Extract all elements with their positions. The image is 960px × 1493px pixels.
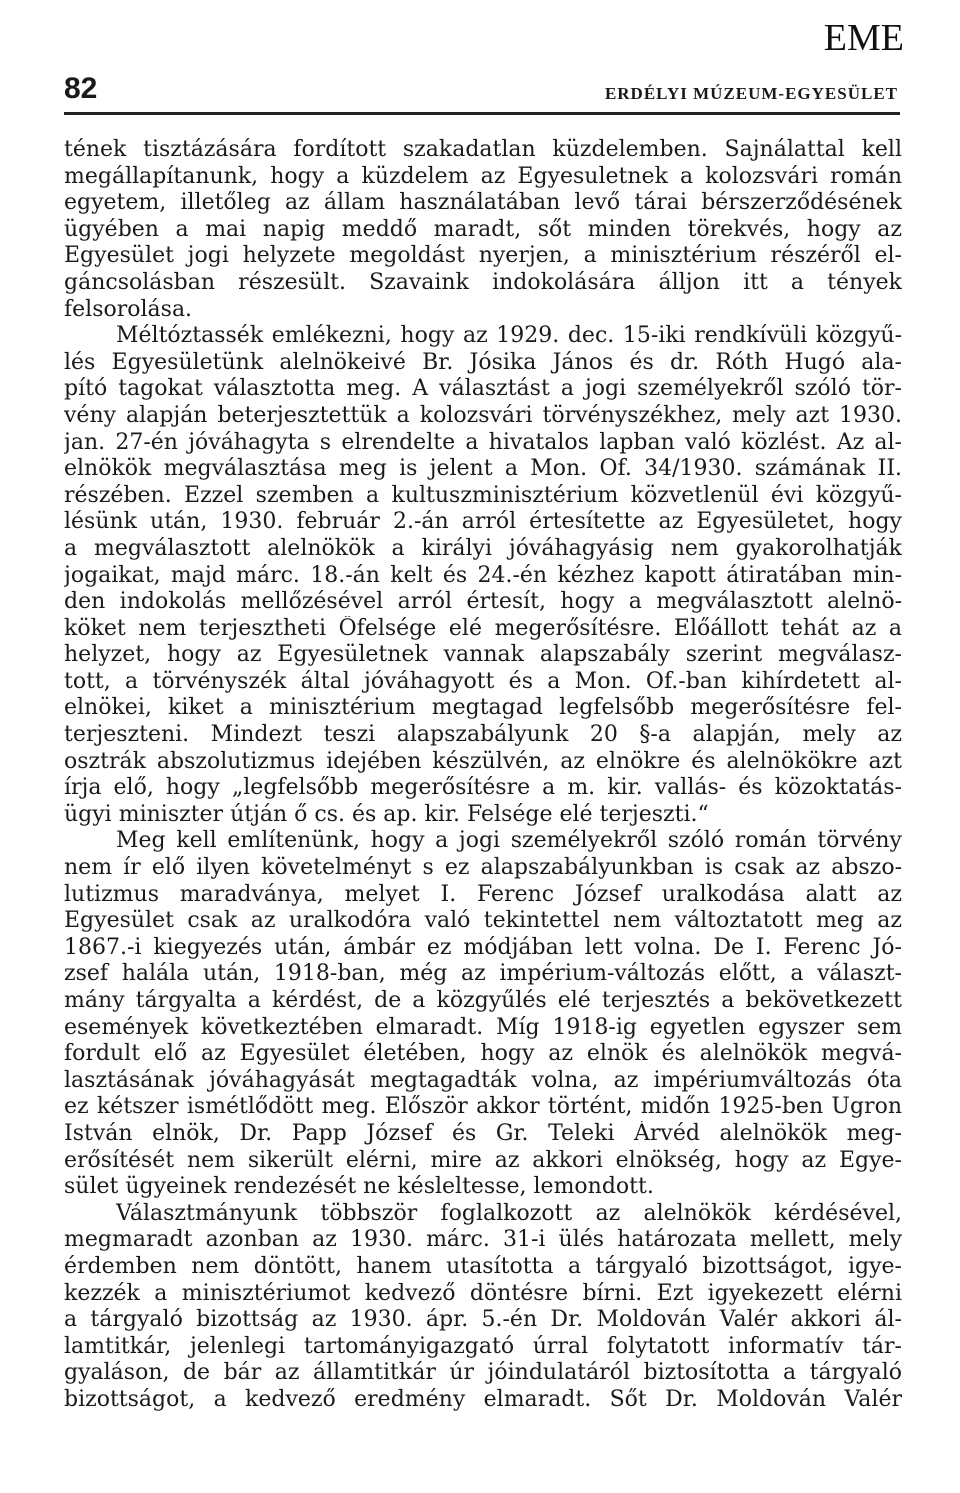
text-line: megállapítanunk, hogy a küzdelem az Egyesuletnek a kolozsvári román bbox=[64, 163, 902, 189]
text-line: sület ügyeinek rendezését ne késleltesse, lemondott. bbox=[64, 1174, 654, 1200]
text-line: írja elő, hogy „legfelsőbb megerősítésre a m. kir. vallás- és közoktatás- bbox=[64, 775, 902, 801]
text-line: ez kétszer ismétlődött meg. Először akkor történt, midőn 1925-ben Ugron bbox=[64, 1094, 902, 1120]
text-line: fordult elő az Egyesület életében, hogy az elnök és alelnökök megvá- bbox=[64, 1041, 902, 1067]
text-line: egyetem, illetőleg az állam használatában levő tárai bérszerződésének bbox=[64, 190, 902, 216]
text-line: helyzet, hogy az Egyesületnek vannak alapszabály szerint megválasz- bbox=[64, 642, 902, 668]
body-text bbox=[64, 137, 902, 1414]
text-line: erősítését nem sikerült elérni, mire az akkori elnökség, hogy az Egye- bbox=[64, 1147, 902, 1173]
text-line: terjeszteni. Mindezt teszi alapszabályunk 20 §-a alapján, mely az bbox=[64, 722, 902, 748]
text-line: bizottságot, a kedvező eredmény elmaradt. Sőt Dr. Moldován Valér bbox=[64, 1386, 902, 1412]
running-title: ERDÉLYI MÚZEUM-EGYESÜLET bbox=[604, 84, 898, 103]
text-line: István elnök, Dr. Papp József és Gr. Teleki Árvéd alelnökök meg- bbox=[64, 1120, 902, 1146]
text-line: lésünk után, 1930. február 2.-án arról értesítette az Egyesületet, hogy bbox=[64, 509, 902, 535]
text-line: részében. Ezzel szemben a kultuszminisztérium közvetlenül évi közgyű- bbox=[64, 482, 902, 508]
text-line: Egyesület jogi helyzete megoldást nyerjen, a minisztérium részéről el- bbox=[64, 243, 902, 269]
publisher-logo: EME bbox=[823, 17, 904, 59]
text-line: jogaikat, majd márc. 18.-án kelt és 24.-én kézhez kapott átiratában min- bbox=[64, 562, 902, 588]
text-line: Egyesület csak az uralkodóra való tekintettel nem változtatott meg az bbox=[64, 908, 902, 934]
text-line: események következtében elmaradt. Míg 1918-ig egyetlen egyszer sem bbox=[64, 1014, 902, 1040]
text-line: tének tisztázására fordított szakadatlan küzdelemben. Sajnálattal kell bbox=[64, 137, 902, 162]
text-line: 1867.-i kiegyezés után, ámbár ez módjában lett volna. De I. Ferenc Jó- bbox=[64, 934, 902, 960]
text-line: ügyi miniszter útján ő cs. és ap. kir. Felsége elé terjeszti.“ bbox=[64, 801, 709, 827]
text-line: Választmányunk többször foglalkozott az alelnökök kérdésével, bbox=[116, 1200, 902, 1226]
text-line: vény alapján beterjesztettük a kolozsvári törvényszékhez, mely azt 1930. bbox=[64, 402, 902, 428]
text-line: nem ír elő ilyen követelményt s ez alapszabályunkban is csak az abszo- bbox=[64, 855, 902, 881]
text-line: den indokolás mellőzésével arról értesít, hogy a megválasztott alelnö- bbox=[64, 589, 902, 615]
text-line: ügyében a mai napig meddő maradt, sőt minden törekvés, hogy az bbox=[64, 216, 902, 242]
text-line: elnökök megválasztása meg is jelent a Mon. Of. 34/1930. számának II. bbox=[64, 456, 902, 482]
text-line: lamtitkár, jelenlegi tartományigazgató úrral folytatott informatív tár- bbox=[64, 1333, 902, 1359]
text-line: mány tárgyalta a kérdést, de a közgyűlés elé terjesztés a bekövetkezett bbox=[64, 988, 902, 1013]
text-line: a tárgyaló bizottság az 1930. ápr. 5.-én Dr. Moldován Valér akkori ál- bbox=[64, 1307, 902, 1333]
text-line: lés Egyesületünk alelnökeivé Br. Jósika János és dr. Róth Hugó ala- bbox=[64, 349, 902, 375]
text-line: Meg kell említenünk, hogy a jogi személyekről szóló román törvény bbox=[116, 828, 902, 854]
text-line: a megválasztott alelnökök a királyi jóváhagyásig nem gyakorolhatják bbox=[64, 535, 902, 561]
text-line: pító tagokat választotta meg. A választást a jogi személyekről szóló tör- bbox=[64, 376, 902, 402]
text-line: Méltóztassék emlékezni, hogy az 1929. dec. 15-iki rendkívüli közgyű- bbox=[116, 323, 902, 349]
text-line: lasztásának jóváhagyását megtagadták volna, az impériumváltozás óta bbox=[64, 1067, 902, 1093]
text-line: érdemben nem döntött, hanem utasította a tárgyaló bizottságot, igye- bbox=[64, 1253, 902, 1279]
page-number: 82 bbox=[64, 72, 98, 105]
page-header bbox=[64, 72, 900, 115]
text-line: zsef halála után, 1918-ban, még az impérium-változás előtt, a választ- bbox=[64, 961, 902, 987]
text-line: tott, a törvényszék által jóváhagyott és a Mon. Of.-ban kihírdetett al- bbox=[64, 668, 902, 694]
text-line: gyaláson, de bár az államtitkár úr jóindulatáról biztosította a tárgyaló bbox=[64, 1360, 902, 1386]
text-line: gáncsolásban részesült. Szavaink indokolására álljon itt a tények bbox=[64, 269, 902, 295]
text-line: jan. 27-én jóváhagyta s elrendelte a hivatalos lapban való közlést. Az al- bbox=[64, 429, 902, 455]
text-line: felsorolása. bbox=[64, 296, 193, 322]
text-line: megmaradt azonban az 1930. márc. 31-i ülés határozata mellett, mely bbox=[64, 1227, 902, 1253]
text-line: elnökei, kiket a minisztérium megtagad legfelsőbb megerősítésre fel- bbox=[64, 695, 902, 721]
text-line: köket nem terjesztheti Őfelsége elé megerősítésre. Előállott tehát az a bbox=[64, 615, 902, 641]
text-line: kezzék a minisztériumot kedvező döntésre bírni. Ezt igyekezett elérni bbox=[64, 1280, 902, 1306]
text-line: lutizmus maradványa, melyet I. Ferenc József uralkodása alatt az bbox=[64, 881, 902, 907]
text-line: osztrák abszolutizmus idejében készülvén, az elnökre és alelnökökre azt bbox=[64, 748, 902, 774]
